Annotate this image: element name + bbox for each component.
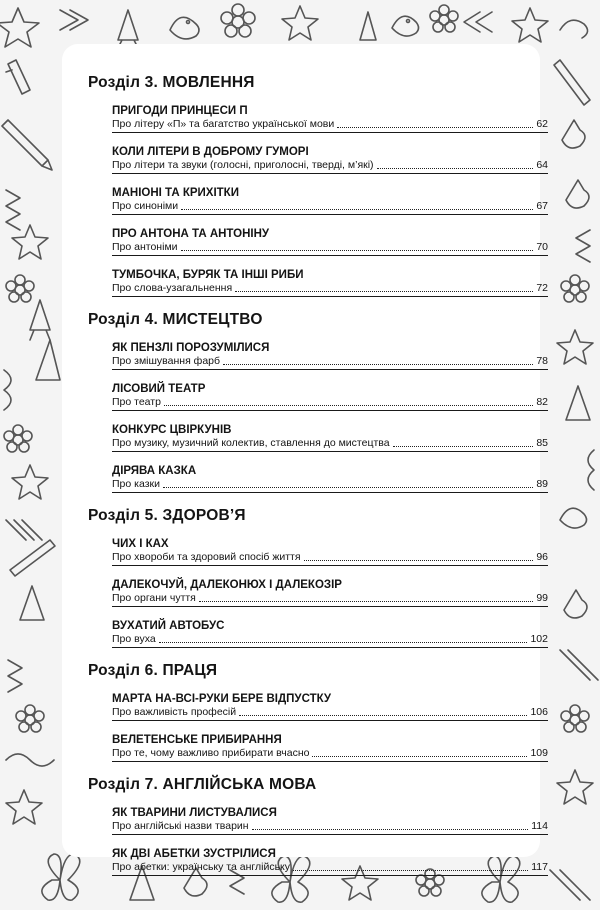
dot-leader (181, 208, 533, 210)
entry-line (112, 200, 548, 215)
toc-entry (112, 104, 548, 133)
dot-leader (393, 445, 534, 447)
dot-leader (163, 486, 533, 488)
entry-description: Про англійські назви тварин (112, 820, 249, 832)
entry-line (112, 592, 548, 607)
dot-leader (159, 641, 528, 643)
toc-entry (112, 382, 548, 411)
entry-title: ПРИГОДИ ПРИНЦЕСИ П (112, 105, 248, 117)
toc-entry (112, 227, 548, 256)
section-title: Розділ 3. МОВЛЕННЯ (88, 74, 255, 91)
entry-description: Про слова-узагальнення (112, 282, 233, 294)
entry-description: Про абетки: українську та англійську (112, 861, 291, 873)
section-title: Розділ 5. ЗДОРОВ’Я (88, 507, 246, 524)
entry-line (112, 118, 548, 133)
entry-description: Про театр (112, 396, 161, 408)
toc-entry (112, 537, 548, 566)
entry-description: Про літеру «П» та багатство української мови (112, 118, 335, 130)
entry-title: ЯК ДВІ АБЕТКИ ЗУСТРІЛИСЯ (112, 848, 276, 860)
table-of-contents (88, 74, 554, 890)
entry-description: Про антоніми (112, 241, 178, 253)
entry-description: Про музику, музичний колектив, ставлення до мистецтва (112, 437, 390, 449)
entry-line (112, 159, 548, 174)
toc-entry (112, 733, 548, 762)
page-number: 99 (536, 592, 548, 604)
entry-line (112, 861, 548, 876)
entry-line (112, 820, 548, 835)
entry-description: Про те, чому важливо прибирати вчасно (112, 747, 310, 759)
toc-entry (112, 806, 548, 835)
entry-description: Про вуха (112, 633, 156, 645)
page-number: 70 (536, 241, 548, 253)
dot-leader (377, 167, 534, 169)
dot-leader (164, 404, 533, 406)
entry-description: Про синоніми (112, 200, 179, 212)
entry-title: ЛІСОВИЙ ТЕАТР (112, 383, 206, 395)
entry-title: ВУХАТИЙ АВТОБУС (112, 620, 225, 632)
dot-leader (181, 249, 534, 251)
toc-section (88, 507, 554, 648)
page-number: 106 (530, 706, 548, 718)
entry-title: ДІРЯВА КАЗКА (112, 465, 197, 477)
entry-line (112, 747, 548, 762)
entry-title: ЯК ТВАРИНИ ЛИСТУВАЛИСЯ (112, 807, 277, 819)
dot-leader (312, 755, 527, 757)
page-number: 72 (536, 282, 548, 294)
entry-line (112, 437, 548, 452)
dot-leader (199, 600, 533, 602)
page-number: 85 (536, 437, 548, 449)
page-number: 82 (536, 396, 548, 408)
page-number: 67 (536, 200, 548, 212)
toc-entry (112, 186, 548, 215)
entry-title: ВЕЛЕТЕНСЬКЕ ПРИБИРАННЯ (112, 734, 282, 746)
entry-description: Про змішування фарб (112, 355, 221, 367)
toc-section (88, 776, 554, 876)
page-number: 102 (530, 633, 548, 645)
entry-line (112, 355, 548, 370)
toc-entry (112, 692, 548, 721)
entry-title: КОНКУРС ЦВІРКУНІВ (112, 424, 232, 436)
dot-leader (235, 290, 533, 292)
section-title: Розділ 4. МИСТЕЦТВО (88, 311, 263, 328)
page-number: 78 (536, 355, 548, 367)
entry-line (112, 551, 548, 566)
toc-entry (112, 268, 548, 297)
toc-entry (112, 341, 548, 370)
dot-leader (239, 714, 527, 716)
entry-description: Про літери та звуки (голосні, приголосні, тверді, м’які) (112, 159, 374, 171)
toc-section (88, 74, 554, 297)
dot-leader (223, 363, 533, 365)
toc-entry (112, 423, 548, 452)
entry-title: МАРТА НА-ВСІ-РУКИ БЕРЕ ВІДПУСТКУ (112, 693, 332, 705)
dot-leader (252, 828, 529, 830)
dot-leader (293, 869, 528, 871)
dot-leader (304, 559, 534, 561)
page-number: 114 (531, 820, 548, 832)
entry-title: ЧИХ І КАХ (112, 538, 169, 550)
entry-title: КОЛИ ЛІТЕРИ В ДОБРОМУ ГУМОРІ (112, 146, 309, 158)
entry-title: МАНІОНІ ТА КРИХІТКИ (112, 187, 239, 199)
page-number: 62 (536, 118, 548, 130)
toc-section (88, 662, 554, 762)
entry-description: Про важливість професій (112, 706, 237, 718)
entry-description: Про хвороби та здоровий спосіб життя (112, 551, 301, 563)
entry-line (112, 633, 548, 648)
entry-line (112, 706, 548, 721)
page-number: 89 (536, 478, 548, 490)
toc-entry (112, 578, 548, 607)
dot-leader (337, 126, 533, 128)
entry-line (112, 241, 548, 256)
toc-entry (112, 145, 548, 174)
section-title: Розділ 7. АНГЛІЙСЬКА МОВА (88, 776, 317, 793)
entry-description: Про органи чуття (112, 592, 196, 604)
section-title: Розділ 6. ПРАЦЯ (88, 662, 218, 679)
entry-description: Про казки (112, 478, 160, 490)
toc-entry (112, 619, 548, 648)
entry-title: ДАЛЕКОЧУЙ, ДАЛЕКОНЮХ І ДАЛЕКОЗІР (112, 579, 342, 591)
page-number: 117 (531, 861, 548, 873)
toc-section (88, 311, 554, 493)
entry-title: ПРО АНТОНА ТА АНТОНІНУ (112, 228, 270, 240)
entry-title: ТУМБОЧКА, БУРЯК ТА ІНШІ РИБИ (112, 269, 304, 281)
page-number: 96 (536, 551, 548, 563)
entry-title: ЯК ПЕНЗЛІ ПОРОЗУМІЛИСЯ (112, 342, 270, 354)
toc-entry (112, 847, 548, 876)
page-number: 109 (530, 747, 548, 759)
page-number: 64 (536, 159, 548, 171)
entry-line (112, 478, 548, 493)
entry-line (112, 396, 548, 411)
entry-line (112, 282, 548, 297)
toc-entry (112, 464, 548, 493)
